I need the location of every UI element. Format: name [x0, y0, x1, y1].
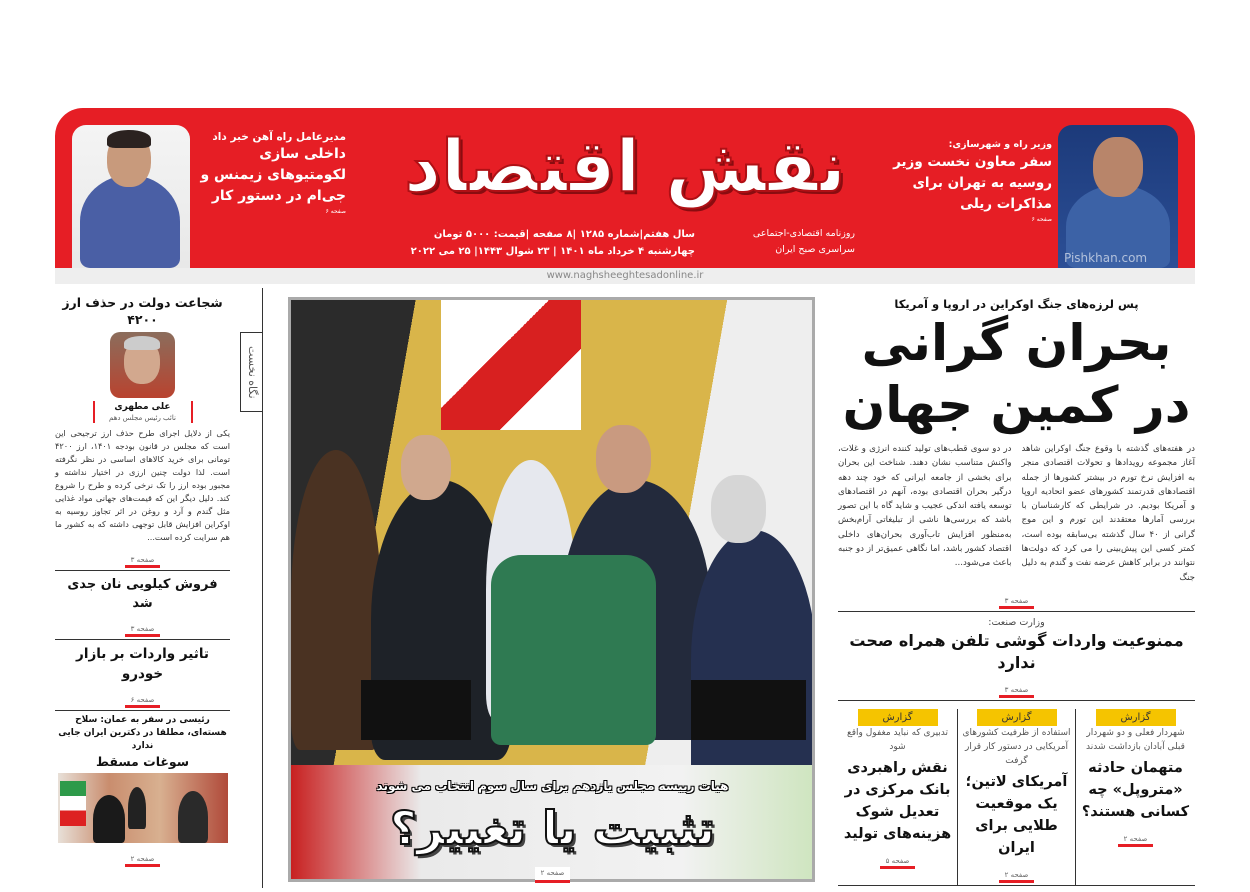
- first-look-title[interactable]: شجاعت دولت در حذف ارز ۴۲۰۰: [62, 295, 223, 327]
- report-page[interactable]: صفحه ۲: [999, 871, 1035, 883]
- divider: [55, 639, 230, 640]
- left-column: [55, 294, 230, 869]
- column-divider: [262, 288, 263, 888]
- report-page-wrap: [840, 848, 955, 869]
- photo-story-kicker: هیات رییسه مجلس یازدهم برای سال سوم انتخاب می شوند: [376, 779, 729, 793]
- left-story-page[interactable]: صفحه ۳: [125, 625, 161, 637]
- report-card[interactable]: [1076, 709, 1195, 885]
- report-card[interactable]: [957, 709, 1076, 885]
- issue-number: سال هفتم|شماره ۱۲۸۵ |۸ صفحه |قیمت: ۵۰۰۰ تومان: [433, 229, 695, 240]
- banner-left-story[interactable]: [196, 130, 346, 217]
- newspaper-logo: نقش اقتصاد: [404, 124, 846, 208]
- photo-story-page-wrap: [300, 864, 805, 883]
- right-column: [838, 296, 1195, 886]
- banner-left-photo: [72, 125, 190, 268]
- report-page[interactable]: صفحه ۵: [880, 857, 916, 869]
- watermark: Pishkhan.com: [1064, 251, 1148, 265]
- report-kicker: تدبیری که نباید مغفول واقع شود: [846, 727, 949, 752]
- divider: [838, 885, 1195, 886]
- first-look-page-wrap: [55, 547, 230, 568]
- banner-right-headline: سفر معاون نخست وزیر روسیه به تهران برای مذاکرات ریلی: [893, 154, 1052, 212]
- issue-date: چهارشنبه ۴ خرداد ماه ۱۴۰۱ | ۲۳ شوال ۱۴۴۳| ۲۵ می ۲۰۲۲: [410, 246, 695, 257]
- reports-row: [838, 709, 1195, 885]
- tagline-1: روزنامه اقتصادی-اجتماعی: [752, 228, 855, 239]
- lead-body: [838, 442, 1195, 585]
- divider: [55, 570, 230, 571]
- report-tag: گزارش: [1096, 709, 1176, 726]
- lead-page[interactable]: صفحه ۳: [999, 597, 1035, 609]
- issue-info: [355, 226, 695, 260]
- left-story-page-wrap: [55, 846, 230, 867]
- divider: [838, 611, 1195, 612]
- banner-right-kicker: وزیر راه و شهرسازی:: [948, 139, 1052, 150]
- industry-page[interactable]: صفحه ۳: [999, 686, 1035, 698]
- report-headline: آمریکای لاتین؛ یک موقعیت طلایی برای ایران: [965, 773, 1068, 856]
- report-kicker: شهردار فعلی و دو شهردار قبلی آبادان بازداشت شدند: [1086, 727, 1185, 752]
- lead-headline-line1[interactable]: بحران گرانی: [861, 314, 1172, 372]
- report-headline: متهمان حادثه «متروپل» چه کسانی هستند؟: [1081, 759, 1190, 820]
- banner-right-photo: [1058, 125, 1178, 268]
- industry-page-wrap: [838, 677, 1195, 698]
- industry-kicker: وزارت صنعت:: [988, 616, 1045, 628]
- first-look-label: نگاه نخست: [240, 332, 262, 412]
- oman-visit-photo: [58, 773, 228, 843]
- banner-right-story[interactable]: [872, 138, 1052, 225]
- first-look-body: یکی از دلایل اجرای طرح حذف ارز ترجیحی این است که مجلس در قانون بودجه ۱۴۰۱، ارز ۴۲۰۰ تومانی برای خرید کالاهای اساسی در نظر نگرفته است. لذا دولت چنین ارزی در اختیار نداشته و مجبور بوده ارز را تک نرخی کرده و طرح را شروع کند. دلیل دیگر این که قیمت‌های جهانی مواد غذایی مثل گندم و آرد و روغن در اثر تجاوز روسیه به اوکراین افزایش قابل توجهی داشته که به کشور ما هم سرایت کرده است...: [55, 428, 230, 542]
- left-story-headline[interactable]: سوغات مسقط: [95, 754, 190, 769]
- divider: [55, 710, 230, 711]
- author-byline: [93, 401, 193, 423]
- left-story-page[interactable]: صفحه ۲: [125, 855, 161, 867]
- left-story-headline[interactable]: فروش کیلویی نان جدی شد: [67, 577, 218, 611]
- report-kicker: استفاده از ظرفیت کشورهای آمریکایی در دستور کار قرار گرفت: [962, 727, 1071, 766]
- report-tag: گزارش: [858, 709, 938, 726]
- left-story-headline[interactable]: تاثیر واردات بر بازار خودرو: [76, 646, 209, 682]
- lead-kicker: پس لرزه‌های جنگ اوکراین در اروپا و آمریکا: [894, 297, 1139, 311]
- banner-right-page: صفحه ۶: [1031, 216, 1052, 223]
- masthead-tagline: [705, 226, 855, 258]
- left-story-page-wrap: [55, 687, 230, 708]
- report-headline: نقش راهبردی بانک مرکزی در تعدیل شوک هزینه‌های تولید: [843, 759, 952, 842]
- lead-body-col-right: در هفته‌های گذشته با وقوع جنگ اوکراین شاهد آغاز مجموعه رویدادها و تحولات اقتصادی منجر به افزایش نرخ تورم در بیشتر کشورها از جمله اقتصادهای قدرتمند کشورهای عضو اتحادیه اروپا و آمریکا بودیم. در شرایطی که کارشناسان با بررسی آمارها معتقدند این تورم و این موج گرانی از ۴۰ سال گذشته بی‌سابقه بوده است، کمتر کسی این پیش‌بینی را می کرد که دولت‌ها نتوانند در برابر کاهش عرضه نفت و گندم به دلیل جنگ: [1021, 444, 1196, 583]
- banner-left-kicker: مدیرعامل راه آهن خبر داد: [212, 131, 346, 143]
- website-url[interactable]: www.naghsheeghtesadonline.ir: [55, 268, 1195, 284]
- report-page-wrap: [960, 862, 1073, 883]
- lead-page-wrap: [838, 588, 1195, 609]
- banner-left-headline: داخلی سازی لکومتیوهای زیمنس و جی‌ام در دستور کار: [200, 146, 346, 204]
- parliament-photo: [288, 297, 815, 882]
- report-tag: گزارش: [977, 709, 1057, 726]
- tagline-2: سراسری صبح ایران: [775, 244, 855, 255]
- author-photo: [110, 332, 175, 398]
- industry-headline[interactable]: ممنوعیت واردات گوشی تلفن همراه صحت ندارد: [849, 630, 1184, 672]
- report-card[interactable]: [838, 709, 957, 885]
- banner-left-page: صفحه ۶: [325, 208, 346, 215]
- left-story-page[interactable]: صفحه ۶: [125, 696, 161, 708]
- author-name: علی مطهری: [114, 402, 171, 412]
- left-story-kicker: رئیسی در سفر به عمان: سلاح هسته‌ای، مطلقا در دکترین ایران جایی ندارد: [58, 715, 227, 751]
- photo-story-page[interactable]: صفحه ۲: [535, 867, 571, 883]
- left-story-page-wrap: [55, 616, 230, 637]
- lead-headline-line2[interactable]: در کمین جهان: [842, 376, 1191, 434]
- divider: [838, 700, 1195, 701]
- author-role: نائب رئیس مجلس دهم: [109, 414, 176, 422]
- report-page[interactable]: صفحه ۲: [1118, 835, 1154, 847]
- photo-story-headline[interactable]: تثبیت یا تغییر؟: [390, 801, 715, 855]
- lead-body-col-left: در دو سوی قطب‌های تولید کننده انرژی و غلات، واکنش متناسب نشان دهند. شناخت این بحران برای بخشی از جامعه ایرانی که خود چند دهه درگیر بحران اقتصادی بوده، آنهم در اقتصادهای توسعه یافته اندکی عجیب و شاید گاه با این تصور باشد که بررسی‌ها ناشی از تبلیغاتی آرام‌بخش به‌منظور افزایش تاب‌آوری بحران‌های داخلی اقتصاد کشور باشد، اما نگاهی عمیق‌تر از دو جنبه باعث می‌شود...: [838, 444, 1012, 569]
- first-look-page[interactable]: صفحه ۳: [125, 556, 161, 568]
- report-page-wrap: [1078, 826, 1193, 847]
